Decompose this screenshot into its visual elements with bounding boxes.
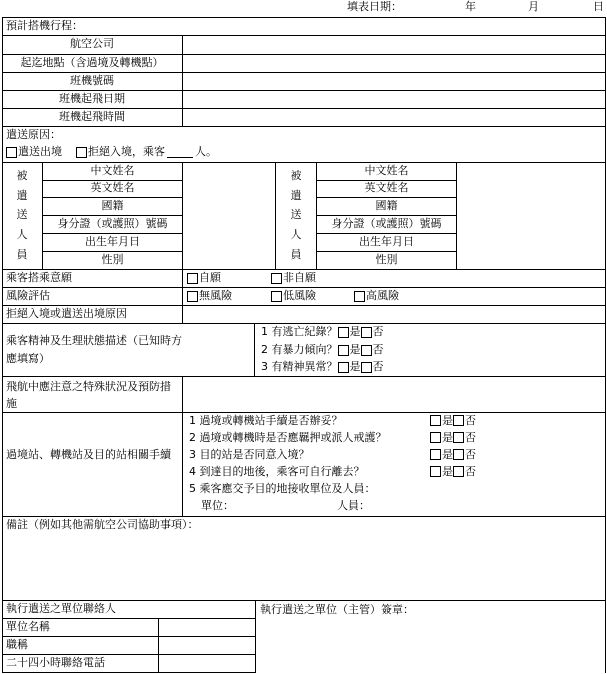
sign-label: 執行遣送之單位（主管）簽章： xyxy=(260,602,414,616)
transit-item-1: 1 過境或轉機站手續是否辦妥？ xyxy=(189,413,343,427)
deportee1-english-name-label: 英文姓名 xyxy=(90,181,135,195)
deportee-side-label-left: 被 遣 送 人 員 xyxy=(16,168,28,262)
risk-label: 風險評估 xyxy=(6,288,50,302)
transit-q4-yes[interactable]: 是 xyxy=(430,466,453,479)
sign-area[interactable] xyxy=(256,619,604,673)
checkbox[interactable] xyxy=(271,291,282,302)
passenger-count-blank[interactable] xyxy=(167,147,193,158)
fill-date-day: 日 xyxy=(593,0,604,13)
mental-label: 乘客精神及生理狀態描述（已知時方應填寫） xyxy=(6,334,182,365)
risk-low-option[interactable]: 低風險 xyxy=(271,287,316,305)
checkbox[interactable] xyxy=(430,466,441,477)
contact-phone-field[interactable] xyxy=(159,655,255,672)
risk-none-option[interactable]: 無風險 xyxy=(187,287,232,305)
frame-bottom xyxy=(2,672,256,673)
deportee1-nationality-label: 國籍 xyxy=(101,198,124,212)
flight-number-label: 班機號碼 xyxy=(70,73,114,87)
willing-involuntary-option[interactable]: 非自願 xyxy=(271,269,316,287)
mental-item-escape: 1 有逃亡紀錄？ 是 否 xyxy=(261,325,384,339)
deportee2-id-number-label: 身分證（或護照）號碼 xyxy=(331,216,442,230)
inflight-label: 飛航中應注意之特殊狀況及預防措施 xyxy=(6,380,171,411)
checkbox[interactable] xyxy=(453,449,464,460)
mental-violence-no[interactable]: 否 xyxy=(361,344,384,357)
transit-q1-yes[interactable]: 是 xyxy=(430,415,453,428)
deportee1-birth-date-label: 出生年月日 xyxy=(85,234,140,248)
contact-title-field[interactable] xyxy=(159,637,255,654)
transit-q3-yes[interactable]: 是 xyxy=(430,449,453,462)
mental-escape-yes[interactable]: 是 xyxy=(338,326,361,339)
checkbox[interactable] xyxy=(361,362,372,373)
refuse-reason-label: 拒絕入境或遣送出境原因 xyxy=(6,306,127,320)
flight-date-field[interactable] xyxy=(183,91,604,108)
transit-q2-yes[interactable]: 是 xyxy=(430,432,453,445)
fill-date-year: 年 xyxy=(465,0,476,13)
contact-person-label: 執行遣送之單位聯絡人 xyxy=(6,601,116,615)
willing-label: 乘客搭乘意願 xyxy=(6,270,72,284)
checkbox[interactable] xyxy=(354,291,365,302)
checkbox[interactable] xyxy=(338,345,349,356)
flight-time-label: 班機起飛時間 xyxy=(59,109,125,123)
contact-unit-field[interactable] xyxy=(159,619,255,636)
mental-description-field[interactable] xyxy=(183,324,253,376)
reason-refuse-option[interactable]: 拒絕入境，乘客 人。 xyxy=(76,146,217,159)
flight-route-field[interactable] xyxy=(183,55,604,72)
mental-disorder-yes[interactable]: 是 xyxy=(338,361,361,374)
deportee2-chinese-name-label: 中文姓名 xyxy=(364,163,409,177)
deportee1-chinese-name-label: 中文姓名 xyxy=(90,163,135,177)
deportee-side-label-right: 被 遣 送 人 員 xyxy=(290,168,302,262)
checkbox[interactable] xyxy=(453,432,464,443)
deportee2-gender-label: 性別 xyxy=(375,252,398,266)
flight-airline-label: 航空公司 xyxy=(70,37,114,51)
fill-date-label: 填表日期： xyxy=(347,0,402,13)
transit-q3-choices xyxy=(430,447,476,463)
checkbox[interactable] xyxy=(338,327,349,338)
flight-airline-field[interactable] xyxy=(183,36,604,54)
deportee1-id-number-label: 身分證（或護照）號碼 xyxy=(57,216,168,230)
mental-item-violence: 2 有暴力傾向？ 是 否 xyxy=(261,343,384,357)
transit-q4-choices xyxy=(430,464,476,480)
checkbox[interactable] xyxy=(361,345,372,356)
checkbox[interactable] xyxy=(453,415,464,426)
checkbox[interactable] xyxy=(430,415,441,426)
checkbox[interactable] xyxy=(361,327,372,338)
flight-time-field[interactable] xyxy=(183,109,604,126)
transit-person-label: 人員： xyxy=(337,498,370,512)
remarks-field[interactable] xyxy=(3,535,604,599)
transit-q3-no[interactable]: 否 xyxy=(453,449,476,462)
mental-escape-no[interactable]: 否 xyxy=(361,326,384,339)
checkbox[interactable] xyxy=(453,466,464,477)
willing-voluntary-option[interactable]: 自願 xyxy=(187,269,221,287)
transit-q4-no[interactable]: 否 xyxy=(453,466,476,479)
risk-high-option[interactable]: 高風險 xyxy=(354,287,399,305)
checkbox[interactable] xyxy=(187,273,198,284)
deportee2-birth-date-label: 出生年月日 xyxy=(359,234,414,248)
deportee1-fields-input[interactable] xyxy=(183,163,275,269)
checkbox[interactable] xyxy=(430,432,441,443)
contact-title-label: 職稱 xyxy=(6,637,28,651)
reason-options xyxy=(6,144,217,161)
transit-q2-no[interactable]: 否 xyxy=(453,432,476,445)
transit-item-5: 5 乘客應交予目的地接收單位及人員： xyxy=(189,481,376,495)
flight-number-field[interactable] xyxy=(183,73,604,90)
mental-item-disorder: 3 有精神異常？ 是 否 xyxy=(261,360,384,374)
transit-q1-no[interactable]: 否 xyxy=(453,415,476,428)
remarks-label: 備註（例如其他需航空公司協助事項）： xyxy=(6,518,199,532)
flight-section-label: 預計搭機行程： xyxy=(6,19,83,33)
reason-deport-option[interactable]: 遣送出境 xyxy=(6,146,62,159)
contact-phone-label: 二十四小時聯絡電話 xyxy=(6,655,105,669)
mental-disorder-no[interactable]: 否 xyxy=(361,361,384,374)
transit-label: 過境站、轉機站及目的站相關手續 xyxy=(6,448,171,461)
frame-right xyxy=(605,17,606,673)
transit-q1-choices xyxy=(430,413,476,429)
refuse-reason-field[interactable] xyxy=(183,306,604,323)
deportee2-nationality-label: 國籍 xyxy=(375,198,398,212)
checkbox[interactable] xyxy=(6,147,17,158)
deportee2-english-name-label: 英文姓名 xyxy=(364,181,409,195)
mental-violence-yes[interactable]: 是 xyxy=(338,344,361,357)
transit-item-3: 3 目的站是否同意入境？ xyxy=(189,447,310,461)
checkbox[interactable] xyxy=(271,273,282,284)
deportee2-fields-input[interactable] xyxy=(457,163,604,269)
flight-date-label: 班機起飛日期 xyxy=(59,91,125,105)
transit-item-2: 2 過境或轉機時是否應羈押或派人戒護？ xyxy=(189,430,387,444)
transit-q2-choices xyxy=(430,430,476,446)
checkbox[interactable] xyxy=(187,291,198,302)
fill-date-month: 月 xyxy=(528,0,539,13)
flight-route-label: 起迄地點（含過境及轉機點） xyxy=(20,55,164,69)
deportee1-gender-label: 性別 xyxy=(101,252,124,266)
inflight-field[interactable] xyxy=(183,377,604,412)
checkbox[interactable] xyxy=(430,449,441,460)
reason-label: 遣送原因： xyxy=(6,128,61,142)
frame-top xyxy=(2,17,606,18)
contact-unit-label: 單位名稱 xyxy=(6,619,50,633)
checkbox[interactable] xyxy=(76,147,87,158)
checkbox[interactable] xyxy=(338,362,349,373)
transit-item-4: 4 到達目的地後，乘客可自行離去？ xyxy=(189,464,365,478)
transit-unit-label: 單位： xyxy=(201,498,234,512)
